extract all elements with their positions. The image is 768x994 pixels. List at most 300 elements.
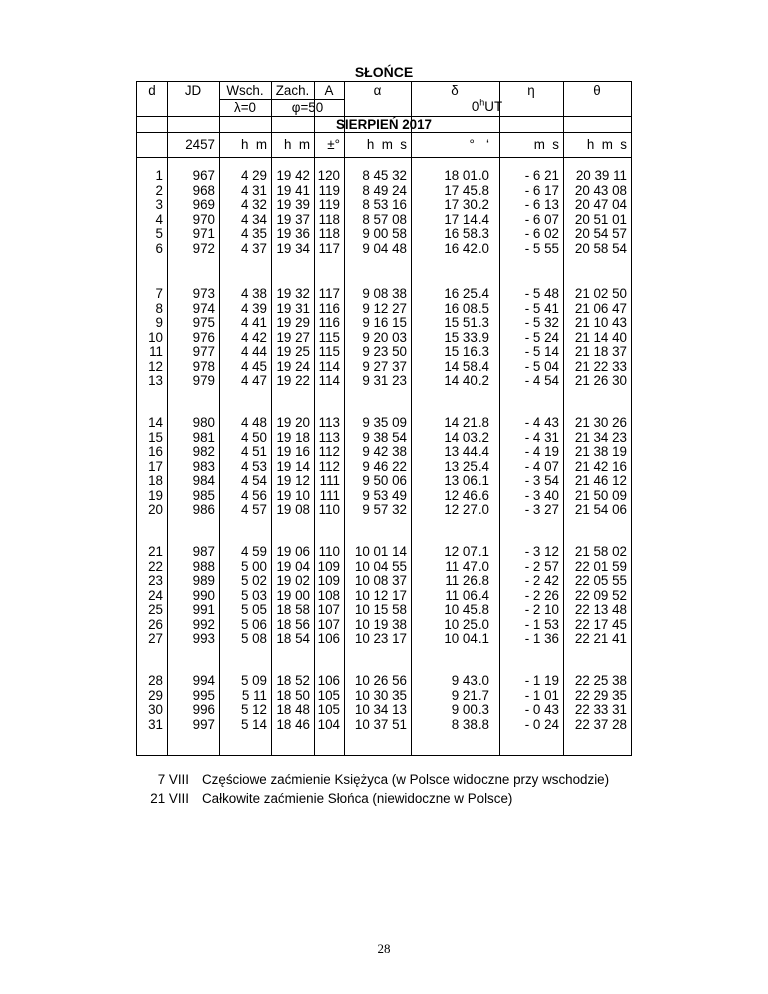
jd-base: 2457 xyxy=(185,137,215,152)
sunrise-cell: 4 35 xyxy=(240,226,267,242)
sunset-cell: 19 25 xyxy=(276,344,310,360)
sunset-column xyxy=(271,416,310,518)
header-day: d xyxy=(148,83,156,98)
jd-cell: 983 xyxy=(192,458,215,474)
right-ascension-cell: 8 49 24 xyxy=(362,182,407,198)
declination-cell: 13 06.1 xyxy=(444,473,489,489)
day-cell: 28 xyxy=(148,673,163,688)
day-cell: 16 xyxy=(148,444,163,460)
day-cell: 27 xyxy=(148,631,163,647)
sunset-cell: 19 00 xyxy=(276,587,310,603)
day-cell: 25 xyxy=(148,602,163,618)
jd-cell: 987 xyxy=(192,544,215,559)
right-ascension-cell: 9 27 37 xyxy=(362,358,407,374)
sunrise-cell: 5 08 xyxy=(240,631,267,647)
sunrise-cell: 5 03 xyxy=(240,587,267,603)
equation-of-time-cell: - 3 54 xyxy=(524,473,559,489)
azimuth-cell: 107 xyxy=(317,616,340,632)
right-ascension-column xyxy=(344,416,407,518)
right-ascension-cell: 10 01 14 xyxy=(354,544,407,559)
declination-cell: 14 40.2 xyxy=(444,373,489,389)
day-cell: 4 xyxy=(155,211,163,227)
azimuth-cell: 113 xyxy=(318,429,340,445)
sunset-cell: 19 14 xyxy=(276,458,310,474)
jd-cell: 979 xyxy=(192,373,215,389)
sidereal-time-cell: 21 54 06 xyxy=(574,502,627,518)
header-equation-of-time: η xyxy=(527,83,535,98)
right-ascension-cell: 9 04 48 xyxy=(362,240,407,256)
declination-cell: 14 03.2 xyxy=(444,429,489,445)
sunrise-cell: 4 41 xyxy=(240,315,267,331)
right-ascension-cell: 9 42 38 xyxy=(362,444,407,460)
sunset-cell: 19 29 xyxy=(276,315,310,331)
header-longitude: λ=0 xyxy=(234,100,256,115)
sunrise-cell: 4 54 xyxy=(240,473,267,489)
sunset-cell: 18 58 xyxy=(276,602,310,618)
day-cell: 11 xyxy=(149,344,163,360)
day-column xyxy=(137,287,163,389)
day-cell: 5 xyxy=(155,226,163,242)
equation-of-time-cell: - 5 48 xyxy=(524,286,559,301)
equation-of-time-cell: - 5 32 xyxy=(524,315,559,331)
unit-sunset: h m xyxy=(283,137,310,152)
sidereal-time-cell: 20 39 11 xyxy=(575,168,627,183)
header-right-ascension: α xyxy=(373,83,382,98)
right-ascension-cell: 8 53 16 xyxy=(362,197,407,213)
declination-cell: 18 01.0 xyxy=(444,168,489,183)
sidereal-time-cell: 21 02 50 xyxy=(574,286,627,301)
sunset-cell: 19 31 xyxy=(276,300,310,316)
jd-cell: 980 xyxy=(192,415,215,430)
sidereal-time-column xyxy=(563,545,627,647)
sunrise-cell: 5 06 xyxy=(240,616,267,632)
azimuth-cell: 114 xyxy=(318,358,340,374)
right-ascension-cell: 10 19 38 xyxy=(354,616,407,632)
day-cell: 24 xyxy=(148,587,163,603)
declination-cell: 10 25.0 xyxy=(444,616,489,632)
azimuth-cell: 113 xyxy=(318,415,340,430)
right-ascension-cell: 8 45 32 xyxy=(362,168,407,183)
equation-of-time-cell: - 0 24 xyxy=(524,716,559,732)
sunset-cell: 19 39 xyxy=(276,197,310,213)
day-cell: 17 xyxy=(148,458,163,474)
day-cell: 26 xyxy=(148,616,163,632)
sidereal-time-column xyxy=(563,674,627,732)
jd-column xyxy=(167,674,215,732)
declination-column xyxy=(411,674,489,732)
azimuth-cell: 106 xyxy=(317,631,340,647)
declination-cell: 16 58.3 xyxy=(444,226,489,242)
day-cell: 21 xyxy=(148,544,163,559)
equation-of-time-cell: - 3 12 xyxy=(524,544,559,559)
equation-of-time-cell: - 4 19 xyxy=(524,444,559,460)
sun-ephemeris-table xyxy=(136,81,632,756)
sunrise-cell: 5 14 xyxy=(240,716,267,732)
azimuth-cell: 110 xyxy=(318,502,340,518)
sunset-cell: 19 32 xyxy=(276,286,310,301)
sunrise-column xyxy=(219,287,267,389)
day-cell: 22 xyxy=(148,558,163,574)
unit-sidereal-time: h m s xyxy=(586,137,627,152)
azimuth-cell: 119 xyxy=(318,197,340,213)
right-ascension-cell: 9 38 54 xyxy=(362,429,407,445)
sunset-cell: 19 24 xyxy=(276,358,310,374)
day-cell: 12 xyxy=(148,358,163,374)
equation-of-time-cell: - 2 10 xyxy=(524,602,559,618)
day-cell: 8 xyxy=(155,300,163,316)
declination-cell: 9 00.3 xyxy=(451,702,489,718)
equation-of-time-cell: - 3 27 xyxy=(524,502,559,518)
azimuth-cell: 109 xyxy=(317,573,340,589)
sunset-cell: 19 34 xyxy=(276,240,310,256)
note-text: Częściowe zaćmienie Księżyca (w Polsce widoczne przy wschodzie) xyxy=(202,772,610,787)
declination-column xyxy=(411,287,489,389)
sunset-cell: 19 08 xyxy=(276,502,310,518)
right-ascension-cell: 9 12 27 xyxy=(362,300,407,316)
sidereal-time-cell: 21 42 16 xyxy=(574,458,627,474)
day-cell: 10 xyxy=(148,329,163,345)
azimuth-cell: 111 xyxy=(319,487,340,503)
right-ascension-cell: 10 34 13 xyxy=(354,702,407,718)
sunrise-cell: 4 53 xyxy=(240,458,267,474)
sidereal-time-cell: 21 58 02 xyxy=(574,544,627,559)
azimuth-column xyxy=(314,169,340,256)
sunrise-cell: 4 59 xyxy=(240,544,267,559)
azimuth-cell: 117 xyxy=(318,286,340,301)
sunset-cell: 18 54 xyxy=(276,631,310,647)
sidereal-time-cell: 21 26 30 xyxy=(574,373,627,389)
jd-column xyxy=(167,169,215,256)
jd-cell: 995 xyxy=(192,687,215,703)
declination-column xyxy=(411,545,489,647)
sidereal-time-cell: 22 05 55 xyxy=(574,573,627,589)
jd-cell: 996 xyxy=(192,702,215,718)
declination-column xyxy=(411,169,489,256)
equation-of-time-cell: - 5 41 xyxy=(524,300,559,316)
declination-cell: 13 44.4 xyxy=(444,444,489,460)
sidereal-time-cell: 22 01 59 xyxy=(574,558,627,574)
header-divider xyxy=(137,157,631,158)
right-ascension-cell: 10 15 58 xyxy=(354,602,407,618)
note-date: 7 VIII xyxy=(157,772,189,787)
jd-cell: 994 xyxy=(192,673,215,688)
unit-azimuth: ±° xyxy=(327,137,340,152)
equation-of-time-cell: - 6 02 xyxy=(524,226,559,242)
jd-cell: 997 xyxy=(192,716,215,732)
header-divider xyxy=(137,132,631,133)
sunrise-cell: 5 11 xyxy=(241,687,267,703)
equation-of-time-cell: - 1 53 xyxy=(524,616,559,632)
sidereal-time-cell: 21 14 40 xyxy=(574,329,627,345)
header-azimuth: A xyxy=(324,83,334,98)
azimuth-cell: 118 xyxy=(318,226,340,242)
day-cell: 20 xyxy=(148,502,163,518)
unit-equation-of-time: m s xyxy=(533,137,559,152)
declination-cell: 17 30.2 xyxy=(444,197,489,213)
equation-of-time-cell: - 2 42 xyxy=(524,573,559,589)
jd-cell: 977 xyxy=(192,344,215,360)
right-ascension-column xyxy=(344,169,407,256)
sidereal-time-column xyxy=(563,169,627,256)
jd-cell: 986 xyxy=(192,502,215,518)
equation-of-time-cell: - 1 19 xyxy=(524,673,559,688)
sidereal-time-cell: 22 29 35 xyxy=(574,687,627,703)
jd-cell: 974 xyxy=(192,300,215,316)
sunset-cell: 19 36 xyxy=(276,226,310,242)
right-ascension-cell: 9 35 09 xyxy=(362,415,407,430)
unit-right-ascension: h m s xyxy=(366,137,407,152)
right-ascension-cell: 10 30 35 xyxy=(354,687,407,703)
azimuth-cell: 105 xyxy=(317,702,340,718)
jd-cell: 992 xyxy=(192,616,215,632)
declination-cell: 11 47.0 xyxy=(445,558,489,574)
equation-of-time-cell: - 4 43 xyxy=(524,415,559,430)
sidereal-time-cell: 22 09 52 xyxy=(574,587,627,603)
sidereal-time-cell: 22 33 31 xyxy=(574,702,627,718)
sunset-cell: 19 06 xyxy=(276,544,310,559)
header-jd: JD xyxy=(184,83,202,98)
sidereal-time-cell: 21 06 47 xyxy=(574,300,627,316)
day-cell: 23 xyxy=(148,573,163,589)
day-column xyxy=(137,674,163,732)
day-cell: 31 xyxy=(148,716,163,732)
sunset-cell: 18 52 xyxy=(276,673,310,688)
right-ascension-cell: 10 23 17 xyxy=(354,631,407,647)
right-ascension-cell: 9 57 32 xyxy=(362,502,407,518)
sunrise-cell: 5 09 xyxy=(240,673,267,688)
equation-of-time-cell: - 2 26 xyxy=(524,587,559,603)
sunrise-cell: 5 12 xyxy=(240,702,267,718)
equation-of-time-cell: - 4 07 xyxy=(524,458,559,474)
jd-cell: 991 xyxy=(192,602,215,618)
note-text: Całkowite zaćmienie Słońca (niewidoczne w Polsce) xyxy=(202,791,513,806)
jd-cell: 981 xyxy=(192,429,215,445)
sunset-cell: 18 50 xyxy=(276,687,310,703)
day-cell: 1 xyxy=(155,168,163,183)
header-declination: δ xyxy=(451,83,459,98)
azimuth-column xyxy=(314,545,340,647)
sunrise-cell: 4 31 xyxy=(240,182,267,198)
sunrise-cell: 4 45 xyxy=(240,358,267,374)
day-column xyxy=(137,545,163,647)
right-ascension-cell: 9 31 23 xyxy=(362,373,407,389)
sidereal-time-cell: 21 34 23 xyxy=(574,429,627,445)
sunset-cell: 18 46 xyxy=(276,716,310,732)
equation-of-time-column xyxy=(499,545,559,647)
jd-cell: 976 xyxy=(192,329,215,345)
sidereal-time-cell: 20 54 57 xyxy=(574,226,627,242)
azimuth-cell: 108 xyxy=(317,587,340,603)
header-latitude: φ=50 xyxy=(291,100,324,115)
sunrise-column xyxy=(219,169,267,256)
equation-of-time-column xyxy=(499,287,559,389)
day-cell: 30 xyxy=(148,702,163,718)
equation-of-time-cell: - 4 31 xyxy=(524,429,559,445)
equation-of-time-cell: - 1 01 xyxy=(524,687,559,703)
sidereal-time-cell: 20 43 08 xyxy=(574,182,627,198)
day-cell: 14 xyxy=(148,415,163,430)
declination-cell: 12 27.0 xyxy=(444,502,489,518)
jd-column xyxy=(167,287,215,389)
sunset-column xyxy=(271,674,310,732)
sunrise-cell: 4 47 xyxy=(240,373,267,389)
sunrise-cell: 4 39 xyxy=(240,300,267,316)
jd-cell: 973 xyxy=(192,286,215,301)
sidereal-time-column xyxy=(563,416,627,518)
header-sunset: Zach. xyxy=(275,83,310,98)
jd-cell: 990 xyxy=(192,587,215,603)
sunrise-cell: 4 57 xyxy=(240,502,267,518)
day-cell: 18 xyxy=(148,473,163,489)
right-ascension-cell: 10 04 55 xyxy=(354,558,407,574)
azimuth-cell: 111 xyxy=(319,473,340,489)
right-ascension-cell: 9 46 22 xyxy=(362,458,407,474)
sunset-cell: 19 20 xyxy=(276,415,310,430)
sidereal-time-cell: 21 10 43 xyxy=(574,315,627,331)
jd-column xyxy=(167,545,215,647)
sidereal-time-cell: 22 21 41 xyxy=(574,631,627,647)
azimuth-cell: 119 xyxy=(318,182,340,198)
jd-cell: 989 xyxy=(192,573,215,589)
azimuth-cell: 115 xyxy=(318,329,340,345)
sunset-cell: 19 12 xyxy=(276,473,310,489)
equation-of-time-cell: - 3 40 xyxy=(524,487,559,503)
day-column xyxy=(137,169,163,256)
sidereal-time-cell: 21 18 37 xyxy=(574,344,627,360)
sunrise-cell: 4 32 xyxy=(240,197,267,213)
jd-cell: 971 xyxy=(192,226,215,242)
sunrise-cell: 4 37 xyxy=(240,240,267,256)
day-cell: 9 xyxy=(155,315,163,331)
declination-cell: 11 06.4 xyxy=(445,587,489,603)
sunset-cell: 19 27 xyxy=(276,329,310,345)
sidereal-time-cell: 20 58 54 xyxy=(574,240,627,256)
sunrise-column xyxy=(219,674,267,732)
month-heading: SIERPIEŃ 2017 xyxy=(335,117,433,132)
day-cell: 15 xyxy=(148,429,163,445)
declination-cell: 16 08.5 xyxy=(444,300,489,316)
header-ut: 0$^h$UT xyxy=(471,97,503,114)
azimuth-cell: 104 xyxy=(317,716,340,732)
jd-column xyxy=(167,416,215,518)
declination-cell: 12 07.1 xyxy=(444,544,489,559)
azimuth-cell: 115 xyxy=(318,344,340,360)
declination-cell: 9 43.0 xyxy=(451,673,489,688)
sidereal-time-cell: 22 37 28 xyxy=(574,716,627,732)
sunset-cell: 18 56 xyxy=(276,616,310,632)
sunrise-cell: 4 38 xyxy=(240,286,267,301)
day-cell: 7 xyxy=(155,286,163,301)
jd-cell: 985 xyxy=(192,487,215,503)
sunset-cell: 19 04 xyxy=(276,558,310,574)
declination-cell: 10 45.8 xyxy=(444,602,489,618)
right-ascension-cell: 8 57 08 xyxy=(362,211,407,227)
day-cell: 6 xyxy=(155,240,163,256)
azimuth-cell: 120 xyxy=(317,168,340,183)
day-column xyxy=(137,416,163,518)
day-cell: 3 xyxy=(155,197,163,213)
sunrise-cell: 4 44 xyxy=(240,344,267,360)
jd-cell: 972 xyxy=(192,240,215,256)
sunset-cell: 19 10 xyxy=(276,487,310,503)
equation-of-time-cell: - 5 14 xyxy=(524,344,559,360)
sunrise-cell: 4 29 xyxy=(240,168,267,183)
header-sunrise: Wsch. xyxy=(226,83,264,98)
azimuth-column xyxy=(314,287,340,389)
sidereal-time-cell: 21 22 33 xyxy=(574,358,627,374)
jd-cell: 967 xyxy=(192,168,215,183)
sunset-cell: 18 48 xyxy=(276,702,310,718)
sidereal-time-column xyxy=(563,287,627,389)
declination-cell: 16 25.4 xyxy=(444,286,489,301)
sunrise-cell: 5 05 xyxy=(240,602,267,618)
right-ascension-column xyxy=(344,674,407,732)
azimuth-cell: 107 xyxy=(317,602,340,618)
sunrise-cell: 5 00 xyxy=(240,558,267,574)
right-ascension-cell: 9 53 49 xyxy=(362,487,407,503)
sunset-cell: 19 41 xyxy=(276,182,310,198)
unit-sunrise: h m xyxy=(240,137,267,152)
declination-cell: 12 46.6 xyxy=(444,487,489,503)
equation-of-time-column xyxy=(499,416,559,518)
declination-column xyxy=(411,416,489,518)
sidereal-time-cell: 21 30 26 xyxy=(574,415,627,430)
jd-cell: 970 xyxy=(192,211,215,227)
declination-cell: 17 14.4 xyxy=(444,211,489,227)
declination-cell: 13 25.4 xyxy=(444,458,489,474)
azimuth-cell: 110 xyxy=(318,544,340,559)
right-ascension-cell: 9 00 58 xyxy=(362,226,407,242)
day-cell: 29 xyxy=(148,687,163,703)
azimuth-cell: 114 xyxy=(318,373,340,389)
equation-of-time-column xyxy=(499,674,559,732)
right-ascension-cell: 9 08 38 xyxy=(362,286,407,301)
azimuth-cell: 116 xyxy=(318,315,340,331)
sidereal-time-cell: 20 51 01 xyxy=(574,211,627,227)
right-ascension-column xyxy=(344,545,407,647)
azimuth-cell: 106 xyxy=(317,673,340,688)
azimuth-cell: 118 xyxy=(318,211,340,227)
right-ascension-cell: 10 37 51 xyxy=(354,716,407,732)
right-ascension-cell: 9 20 03 xyxy=(362,329,407,345)
jd-cell: 975 xyxy=(192,315,215,331)
unit-declination: ° ‘ xyxy=(469,137,489,152)
sidereal-time-cell: 20 47 04 xyxy=(574,197,627,213)
equation-of-time-cell: - 6 07 xyxy=(524,211,559,227)
jd-cell: 969 xyxy=(192,197,215,213)
sunrise-cell: 4 50 xyxy=(240,429,267,445)
sunset-column xyxy=(271,287,310,389)
declination-cell: 9 21.7 xyxy=(451,687,489,703)
sunrise-cell: 4 34 xyxy=(240,211,267,227)
equation-of-time-cell: - 4 54 xyxy=(524,373,559,389)
declination-cell: 16 42.0 xyxy=(444,240,489,256)
jd-cell: 968 xyxy=(192,182,215,198)
right-ascension-cell: 10 12 17 xyxy=(354,587,407,603)
sunrise-cell: 4 48 xyxy=(240,415,267,430)
equation-of-time-cell: - 6 13 xyxy=(524,197,559,213)
right-ascension-cell: 9 50 06 xyxy=(362,473,407,489)
declination-cell: 11 26.8 xyxy=(445,573,489,589)
equation-of-time-column xyxy=(499,169,559,256)
equation-of-time-cell: - 1 36 xyxy=(524,631,559,647)
equation-of-time-cell: - 5 24 xyxy=(524,329,559,345)
declination-cell: 14 21.8 xyxy=(444,415,489,430)
sunset-column xyxy=(271,545,310,647)
page-number: 28 xyxy=(377,941,391,956)
equation-of-time-cell: - 6 17 xyxy=(524,182,559,198)
sidereal-time-cell: 21 50 09 xyxy=(574,487,627,503)
